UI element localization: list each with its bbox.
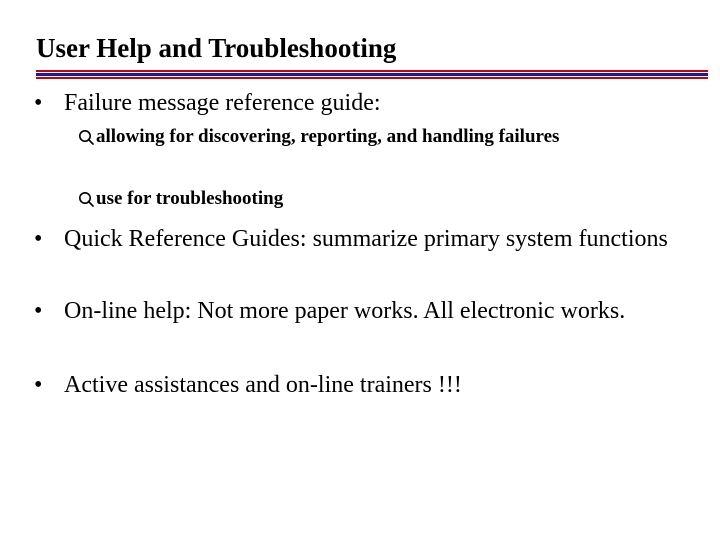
sub-bullet-text: use for troubleshooting: [96, 188, 284, 209]
slide-title: User Help and Troubleshooting: [36, 33, 397, 63]
bullet-marker: •: [34, 372, 43, 398]
sub-bullet-q-icon: [78, 129, 94, 145]
bullet-item: [34, 296, 704, 356]
bullet-item: [34, 224, 704, 284]
bullet-item: [34, 88, 704, 118]
sub-bullet-item: [78, 124, 678, 176]
sub-bullet-text: allowing for discovering, reporting, and handling failures: [96, 126, 560, 147]
sub-bullet-item: [78, 186, 678, 212]
bullet-text: Quick Reference Guides: summarize primary system functions: [64, 226, 668, 252]
bullet-marker: •: [34, 90, 43, 116]
bullet-text: On-line help: Not more paper works. All electronic works.: [64, 298, 626, 324]
title-rule-red-top: [36, 70, 708, 72]
sub-bullet-q-icon: [78, 191, 94, 207]
bullet-marker: •: [34, 298, 43, 324]
bullet-text: Failure message reference guide:: [64, 90, 381, 116]
bullet-marker: •: [34, 226, 43, 252]
bullet-item: [34, 370, 704, 400]
bullet-text: Active assistances and on-line trainers !!!: [64, 372, 462, 398]
title-rule-red-bottom: [36, 77, 708, 79]
title-rule-blue: [36, 73, 708, 76]
